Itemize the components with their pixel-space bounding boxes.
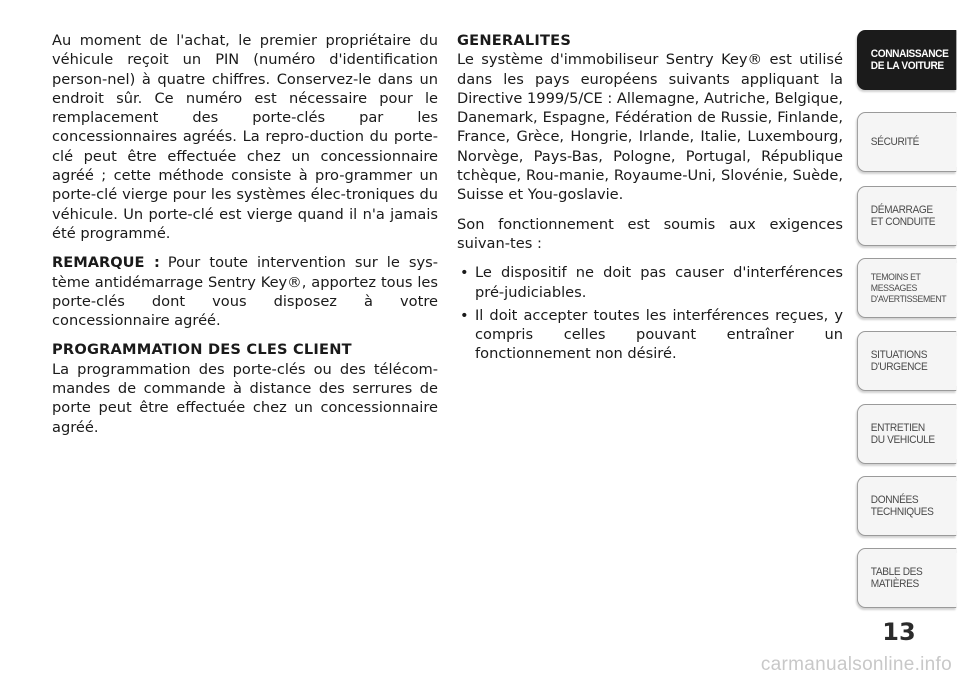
tab-securite[interactable] — [857, 112, 956, 172]
general-paragraph: Le système d'immobiliseur Sentry Key® est utilisé dans les pays européens suivants appliquant la Directive 1999/5/CE : Allemagne, Autriche, Belgique, Danemark, Espagne, Fédération de Russie, Finlande, France, Grèce, Hongrie, Irlande, Italie, Luxembourg, Norvège, Pays-Bas, Pologne, Portugal, République tchèque, Rou-manie, Royaume-Uni, Slovénie, Suède, Suisse et You-goslavie. — [457, 51, 843, 204]
page-number: 13 — [882, 618, 916, 646]
list-item-text: Il doit accepter toutes les interférences reçues, y compris celles pouvant entraîner un fonctionnement non désiré. — [475, 306, 843, 363]
left-column — [52, 31, 438, 437]
tab-label: TEMOINS ET MESSAGES D'AVERTISSEMENT — [870, 271, 947, 305]
remark-text: Pour toute intervention sur le sys-tème antidémarrage Sentry Key®, apportez tous les porte-clés dont vous disposez à votre concessionnaire agréé. — [52, 254, 438, 330]
tab-situations-urgence[interactable] — [857, 331, 956, 391]
tab-label: CONNAISSANCE DE LA VOITURE — [870, 48, 949, 72]
remark-paragraph — [52, 253, 438, 330]
list-item — [457, 263, 843, 302]
general-heading: GENERALITES — [457, 32, 572, 49]
tab-demarrage-conduite[interactable] — [857, 186, 956, 246]
bullet-icon: • — [460, 306, 469, 324]
remark-label: REMARQUE : — [52, 254, 160, 272]
chapter-tabs — [857, 0, 960, 678]
general-section — [457, 31, 843, 205]
programming-heading: PROGRAMMATION DES CLES CLIENT — [52, 341, 352, 359]
tab-temoins-messages[interactable] — [857, 258, 956, 318]
tab-label: DONNÉES TECHNIQUES — [870, 494, 934, 518]
requirements-list — [457, 263, 843, 363]
tab-label: TABLE DES MATIÈRES — [870, 566, 923, 590]
watermark: carmanualsonline.info — [760, 654, 952, 675]
requirements-intro: Son fonctionnement est soumis aux exigences suivan-tes : — [457, 215, 843, 252]
intro-paragraph: Au moment de l'achat, le premier propriétaire du véhicule reçoit un PIN (numéro d'identification person-nel) à quatre chiffres. Conservez-le dans un endroit sûr. Ce numéro est nécessaire pour le remplacement des porte-clés par les concessionnaires agréés. La repro-duction du porte-clé peut être effectuée chez un concessionnaire agréé ; cette méthode consiste à pro-grammer un porte-clé vierge pour les systèmes élec-troniques du véhicule. Un porte-clé est vierge quand il n'a jamais été programmé. — [52, 32, 438, 242]
tab-connaissance-voiture[interactable] — [857, 30, 956, 90]
bullet-icon: • — [460, 264, 469, 282]
tab-donnees-techniques[interactable] — [857, 476, 956, 536]
tab-table-matieres[interactable] — [857, 548, 956, 608]
tab-label: SÉCURITÉ — [870, 136, 920, 148]
tab-label: SITUATIONS D'URGENCE — [870, 349, 928, 373]
programming-paragraph: La programmation des porte-clés ou des télécom-mandes de commande à distance des serrures de porte peut être effectuée chez un concessionnaire agréé. — [52, 360, 438, 436]
programming-section — [52, 340, 438, 436]
tab-label: ENTRETIEN DU VEHICULE — [870, 422, 935, 446]
list-item-text: Le dispositif ne doit pas causer d'interférences pré-judiciables. — [475, 264, 843, 301]
right-column — [457, 31, 843, 368]
tab-entretien-vehicule[interactable] — [857, 404, 956, 464]
tab-label: DÉMARRAGE ET CONDUITE — [870, 204, 936, 228]
list-item — [457, 306, 843, 364]
